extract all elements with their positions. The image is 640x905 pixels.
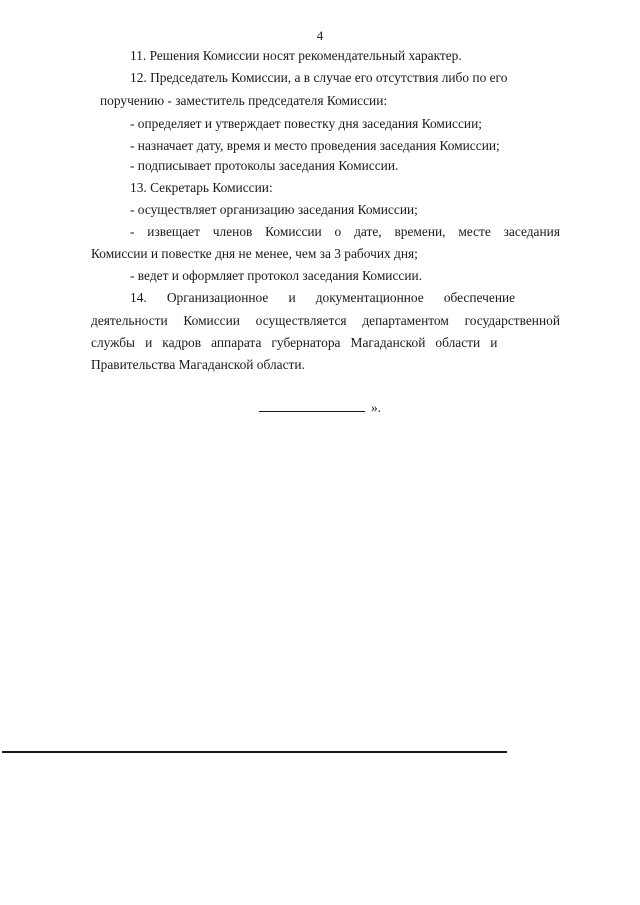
item-14-line-3: службы и кадров аппарата губернатора Магаданской области и: [91, 335, 498, 350]
item-13-bullet-1: - осуществляет организацию заседания Комиссии;: [130, 202, 418, 217]
item-12-line-1: 12. Председатель Комиссии, а в случае его отсутствия либо по его: [130, 70, 508, 85]
item-12-line-2: поручению - заместитель председателя Комиссии:: [100, 93, 388, 108]
item-13-bullet-2-line-2: Комиссии и повестке дня не менее, чем за 3 рабочих дня;: [91, 246, 418, 261]
item-13-bullet-3: - ведет и оформляет протокол заседания Комиссии.: [130, 268, 423, 283]
closing-line: [0, 400, 640, 416]
item-13: 13. Секретарь Комиссии:: [130, 180, 273, 195]
item-14-line-1: 14. Организационное и документационное обеспечение: [130, 290, 516, 305]
item-12-bullet-3: - подписывает протоколы заседания Комиссии.: [130, 158, 399, 173]
item-14-line-2: деятельности Комиссии осуществляется департаментом государственной: [91, 313, 560, 328]
closing-blank-rule: [259, 400, 365, 412]
item-11: 11. Решения Комиссии носят рекомендательный характер.: [130, 48, 462, 63]
page-number: 4: [316, 28, 324, 43]
closing-quote-mark: ».: [370, 400, 382, 415]
item-13-bullet-2-line-1: - извещает членов Комиссии о дате, времени, месте заседания: [130, 224, 560, 239]
footer-rule: [2, 751, 507, 753]
item-12-bullet-2: - назначает дату, время и место проведения заседания Комиссии;: [130, 138, 500, 153]
item-14-line-4: Правительства Магаданской области.: [91, 357, 305, 372]
item-12-bullet-1: - определяет и утверждает повестку дня заседания Комиссии;: [130, 116, 482, 131]
